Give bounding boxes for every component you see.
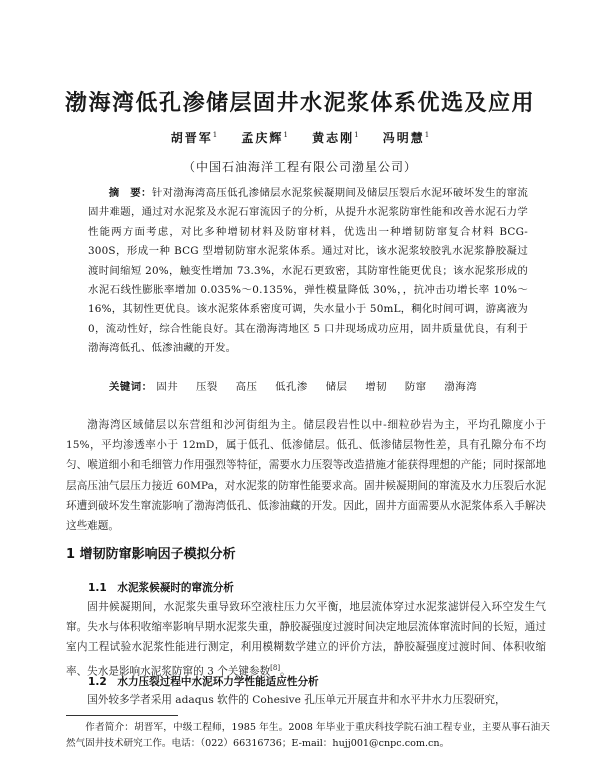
keyword: 增韧 xyxy=(365,381,388,393)
author-footnote: 作者简介：胡晋军，中级工程师，1985 年生。2008 年毕业于重庆科技学院石油工程专业，主要从事石油天然气固井技术研究工作。电话：（022）66316736；E-mail：hujj001@cnpc.com.cn。 xyxy=(66,722,550,749)
author-list xyxy=(0,129,600,146)
citation: [8] xyxy=(270,663,281,672)
keyword: 低孔渗 xyxy=(275,381,308,393)
abstract-label: 摘 要： xyxy=(108,187,152,199)
subsection-paragraph: 国外较多学者采用 adaqus 软件的 Cohesive 孔压单元开展直井和水平井水力压裂研究， xyxy=(87,694,506,706)
keywords xyxy=(109,378,529,393)
author: 孟庆辉$^1$ xyxy=(241,131,288,145)
keyword: 储层 xyxy=(325,381,348,393)
subsection-heading: 1.1 水泥浆候凝时的窜流分析 xyxy=(88,582,234,594)
paper-title: 渤海湾低孔渗储层固井水泥浆体系优选及应用 xyxy=(64,91,535,116)
keywords-label: 关键词： xyxy=(109,381,153,393)
keyword: 高压 xyxy=(235,381,258,393)
footnote-rule xyxy=(66,715,178,716)
keyword: 压裂 xyxy=(195,381,218,393)
keyword: 渤海湾 xyxy=(444,381,478,393)
author: 黄志刚$^1$ xyxy=(312,131,359,145)
subsection-heading: 1.2 水力压裂过程中水泥环力学性能适应性分析 xyxy=(88,676,319,688)
affiliation: （中国石油海洋工程有限公司渤星公司） xyxy=(182,160,417,174)
abstract-text: 针对渤海湾高压低孔渗储层水泥浆候凝期间及储层压裂后水泥环破坏发生的窜流固井难题，通过对水泥浆及水泥石窜流因子的分析，从提升水泥浆防窜性能和改善水泥石力学性能两方面考虑，对比多种增韧材料及防窜材料，优选出一种增韧防窜复合材料 BCG-300S，形成一种 BCG 型增韧防窜水泥浆体系。通过对比，该水泥浆较胶乳水泥浆静胶凝过渡时间缩短 20%，触变性增加 73.3%，水泥石更致密，其防窜性能更优良；该水泥浆形成的水泥石线性膨胀率增加 0.035%～0.135%，弹性模量降低 30%，，抗冲击功增长率 10%～16%，其韧性更优良。该水泥浆体系密度可调，失水量小于 50mL，稠化时间可调，游离液为 0，流动性好，综合性能良好。其在渤海湾地区 5 口井现场成功应用，固井质量优良，有利于渤海湾低孔、低渗油藏的开发。 xyxy=(88,187,528,355)
intro-paragraph: 渤海湾区域储层以东营组和沙河街组为主。储层段岩性以中-细粒砂岩为主，平均孔隙度小于 15%，平均渗透率小于 12mD，属于低孔、低渗储层。低孔、低渗储层物性差，具有孔隙分布不均匀、喉道细小和毛细管力作用强烈等特征，需要水力压裂等改造措施才能获得理想的产能；同时探部地层高压油气层压力接近 60MPa，对水泥浆的防窜性能要求高。固井候凝期间的窜流及水力压裂后水泥环遭到破坏发生窜流影响了渤海湾低孔、低渗油藏的开发。因此，固井方面需要从水泥浆体系入手解决这些难题。 xyxy=(66,419,546,533)
abstract xyxy=(88,184,528,359)
author: 胡晋军$^1$ xyxy=(170,131,218,145)
author: 冯明慧$^1$ xyxy=(382,131,430,145)
keyword: 防窜 xyxy=(404,381,427,393)
keyword: 固井 xyxy=(156,381,179,393)
subsection-paragraph: 固井候凝期间，水泥浆失重导致环空液柱压力欠平衡，地层流体穿过水泥浆滤饼侵入环空发生气窜。失水与体积收缩率影响早期水泥浆失重，静胶凝强度过渡时间决定地层流体窜流时间的长短，通过室内工程试验水泥浆性能进行测定，利用模糊数学建立的评价方法，静胶凝强度过渡时间、体积收缩率、失水是影响水泥浆防窜的 3 个关键参数[8]。 xyxy=(66,601,546,678)
section-heading: 1 增韧防窜影响因子模拟分析 xyxy=(66,547,236,562)
